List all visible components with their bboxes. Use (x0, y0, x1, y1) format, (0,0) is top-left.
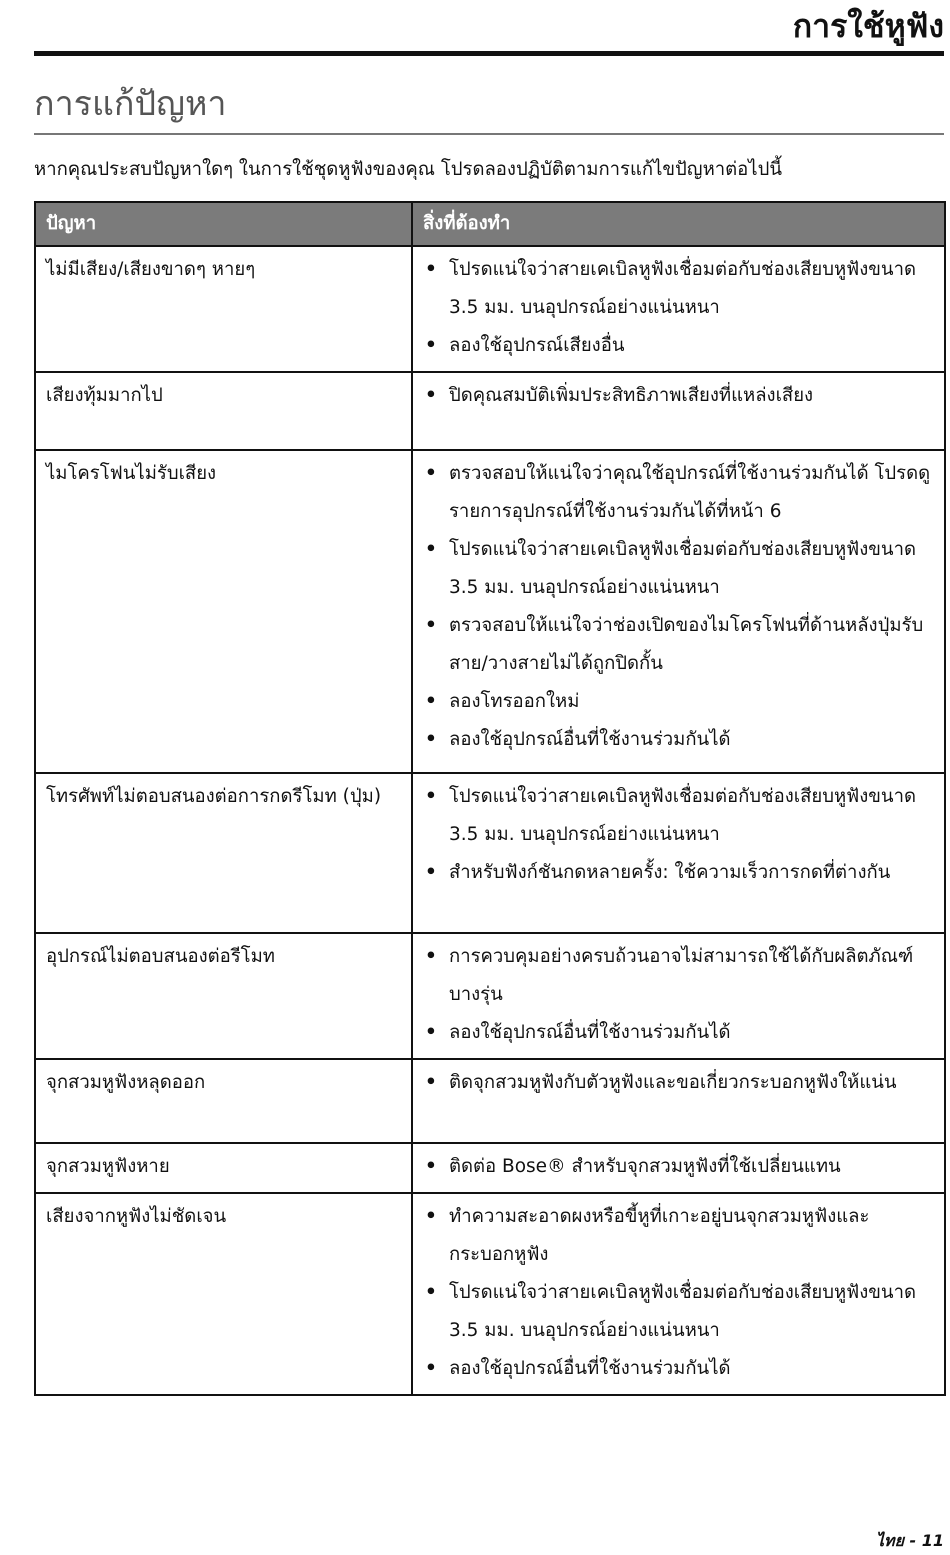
column-header-problem: ปัญหา (35, 202, 412, 246)
action-item: • ตรวจสอบให้แน่ใจว่าช่องเปิดของไมโครโฟนที่ด้านหลังปุ่มรับสาย/วางสายไม่ได้ถูกปิดกั้น (423, 607, 934, 683)
action-item: • ทำความสะอาดผงหรือขี้หูที่เกาะอยู่บนจุกสวมหูฟังและกระบอกหูฟัง (423, 1198, 934, 1274)
action-cell (412, 450, 945, 773)
problem-cell: จุกสวมหูฟังหาย (35, 1143, 412, 1193)
action-item: • ลองใช้อุปกรณ์เสียงอื่น (423, 327, 934, 365)
table-row (35, 773, 945, 933)
action-cell (412, 1059, 945, 1143)
action-list (423, 1198, 934, 1388)
problem-cell: เสียงทุ้มมากไป (35, 372, 412, 450)
page-number: ไทย - 11 (875, 1531, 944, 1550)
action-list (423, 1148, 934, 1186)
action-cell (412, 773, 945, 933)
table-row (35, 246, 945, 372)
problem-cell: อุปกรณ์ไม่ตอบสนองต่อรีโมท (35, 933, 412, 1059)
page-title: การแก้ปัญหา (34, 84, 227, 124)
action-list (423, 251, 934, 365)
table-header-row (35, 202, 945, 246)
action-cell (412, 1143, 945, 1193)
table-row (35, 450, 945, 773)
table-row (35, 1193, 945, 1395)
problem-cell: จุกสวมหูฟังหลุดออก (35, 1059, 412, 1143)
troubleshooting-table (34, 201, 946, 1396)
action-item: • ลองใช้อุปกรณ์อื่นที่ใช้งานร่วมกันได้ (423, 1350, 934, 1388)
action-item: • การควบคุมอย่างครบถ้วนอาจไม่สามารถใช้ได้กับผลิตภัณฑ์บางรุ่น (423, 938, 934, 1014)
action-item: • ลองโทรออกใหม่ (423, 683, 934, 721)
action-cell (412, 1193, 945, 1395)
action-list (423, 938, 934, 1052)
intro-text: หากคุณประสบปัญหาใดๆ ในการใช้ชุดหูฟังของคุณ โปรดลองปฏิบัติตามการแก้ไขปัญหาต่อไปนี้ (34, 159, 782, 180)
table-row (35, 1143, 945, 1193)
action-item: • ลองใช้อุปกรณ์อื่นที่ใช้งานร่วมกันได้ (423, 1014, 934, 1052)
problem-cell: ไมโครโฟนไม่รับเสียง (35, 450, 412, 773)
action-item: • ลองใช้อุปกรณ์อื่นที่ใช้งานร่วมกันได้ (423, 721, 934, 759)
action-cell (412, 246, 945, 372)
action-list (423, 778, 934, 892)
problem-cell: เสียงจากหูฟังไม่ชัดเจน (35, 1193, 412, 1395)
table-row (35, 372, 945, 450)
top-divider (34, 51, 944, 56)
title-divider (34, 133, 944, 135)
action-item: • ปิดคุณสมบัติเพิ่มประสิทธิภาพเสียงที่แหล่งเสียง (423, 377, 934, 415)
action-item: • ติดจุกสวมหูฟังกับตัวหูฟังและขอเกี่ยวกระบอกหูฟังให้แน่น (423, 1064, 934, 1102)
table-row (35, 1059, 945, 1143)
action-item: • โปรดแน่ใจว่าสายเคเบิลหูฟังเชื่อมต่อกับช่องเสียบหูฟังขนาด 3.5 มม. บนอุปกรณ์อย่างแน่นหนา (423, 251, 934, 327)
action-item: • ติดต่อ Bose® สำหรับจุกสวมหูฟังที่ใช้เปลี่ยนแทน (423, 1148, 934, 1186)
problem-cell: โทรศัพท์ไม่ตอบสนองต่อการกดรีโมท (ปุ่ม) (35, 773, 412, 933)
table-row (35, 933, 945, 1059)
action-list (423, 377, 934, 415)
action-list (423, 455, 934, 759)
action-list (423, 1064, 934, 1102)
action-item: • สำหรับฟังก์ชันกดหลายครั้ง: ใช้ความเร็วการกดที่ต่างกัน (423, 854, 934, 892)
action-item: • โปรดแน่ใจว่าสายเคเบิลหูฟังเชื่อมต่อกับช่องเสียบหูฟังขนาด 3.5 มม. บนอุปกรณ์อย่างแน่นหนา (423, 778, 934, 854)
column-header-action: สิ่งที่ต้องทำ (412, 202, 945, 246)
action-cell (412, 933, 945, 1059)
action-item: • โปรดแน่ใจว่าสายเคเบิลหูฟังเชื่อมต่อกับช่องเสียบหูฟังขนาด 3.5 มม. บนอุปกรณ์อย่างแน่นหนา (423, 531, 934, 607)
problem-cell: ไม่มีเสียง/เสียงขาดๆ หายๆ (35, 246, 412, 372)
section-title: การใช้หูฟัง (792, 7, 944, 45)
action-item: • ตรวจสอบให้แน่ใจว่าคุณใช้อุปกรณ์ที่ใช้งานร่วมกันได้ โปรดดูรายการอุปกรณ์ที่ใช้งานร่วมกันได้ที่หน้า 6 (423, 455, 934, 531)
action-cell (412, 372, 945, 450)
action-item: • โปรดแน่ใจว่าสายเคเบิลหูฟังเชื่อมต่อกับช่องเสียบหูฟังขนาด 3.5 มม. บนอุปกรณ์อย่างแน่นหนา (423, 1274, 934, 1350)
